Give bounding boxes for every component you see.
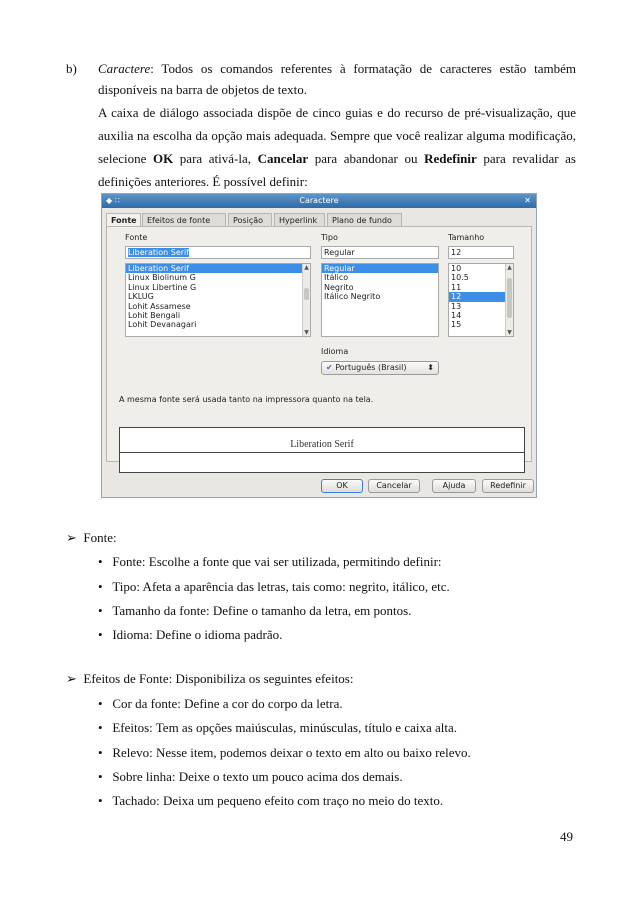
style-label: Tipo — [321, 233, 338, 242]
bullet-text: Tipo: Afeta a aparência das letras, tais como: negrito, itálico, etc. — [112, 579, 450, 594]
list-item[interactable]: 12 — [449, 292, 513, 301]
list-item[interactable]: Liberation Serif — [126, 264, 310, 273]
font-list[interactable] — [125, 263, 311, 337]
scroll-thumb[interactable] — [304, 288, 309, 300]
list-item[interactable]: Linux Biolinum G — [128, 273, 196, 283]
arrow-bullet-icon: ➢ — [66, 671, 77, 686]
list-item: • Tipo: Afeta a aparência das letras, tais como: negrito, itálico, etc. — [98, 579, 450, 594]
intro-line-6: definições anteriores. É possível definir: — [98, 174, 308, 189]
scroll-down-icon[interactable]: ▼ — [304, 329, 309, 336]
list-item[interactable]: Linux Libertine G — [128, 282, 197, 292]
intro-line-1-text: : Todos os comandos referentes à formatação de caracteres estão também — [150, 61, 576, 76]
list-item: • Relevo: Nesse item, podemos deixar o texto em alto ou baixo relevo. — [98, 745, 471, 760]
scroll-thumb[interactable] — [507, 278, 512, 318]
intro-line-5 — [98, 151, 576, 167]
scroll-up-icon[interactable]: ▲ — [304, 264, 309, 271]
section-efeitos — [66, 671, 353, 687]
size-label: Tamanho — [448, 233, 485, 242]
chevron-updown-icon: ⬍ — [427, 363, 434, 372]
bullet-text: Efeitos: Tem as opções maiúsculas, minúsculas, título e caixa alta. — [112, 720, 458, 735]
list-item: • Tachado: Deixa um pequeno efeito com traço no meio do texto. — [98, 793, 444, 808]
page-number: 49 — [560, 829, 573, 844]
t: para revalidar as — [476, 151, 576, 166]
scroll-up-icon[interactable]: ▲ — [507, 264, 512, 271]
tab-hyperlink[interactable]: Hyperlink — [274, 213, 325, 226]
bullet-text: Tachado: Deixa um pequeno efeito com traço no meio do texto. — [112, 793, 444, 808]
tab-fonte[interactable]: Fonte — [106, 213, 141, 227]
item-label: b) — [66, 61, 77, 76]
list-item[interactable]: 10.5 — [451, 273, 469, 283]
t: selecione — [98, 151, 153, 166]
list-item: • Idioma: Define o idioma padrão. — [98, 627, 283, 642]
size-list-scrollbar[interactable] — [505, 264, 513, 336]
language-label: Idioma — [321, 347, 349, 356]
scroll-down-icon[interactable]: ▼ — [507, 329, 512, 336]
bullet-text: Relevo: Nesse item, podemos deixar o texto em alto ou baixo relevo. — [112, 745, 471, 760]
font-list-scrollbar[interactable] — [302, 264, 310, 336]
list-item[interactable]: 15 — [451, 320, 462, 330]
spellcheck-icon: ✔ — [326, 363, 333, 372]
list-item: • Sobre linha: Deixe o texto um pouco acima dos demais. — [98, 769, 403, 784]
dialog-titlebar — [102, 194, 536, 208]
list-item[interactable]: Lohit Devanagari — [128, 320, 197, 330]
list-item[interactable]: Itálico Negrito — [324, 292, 381, 302]
list-item[interactable]: Itálico — [324, 273, 349, 283]
section-fonte — [66, 530, 117, 546]
style-list[interactable] — [321, 263, 439, 337]
bullet-text: Idioma: Define o idioma padrão. — [112, 627, 283, 642]
list-item: • Efeitos: Tem as opções maiúsculas, minúsculas, título e caixa alta. — [98, 720, 458, 735]
list-item[interactable]: Lohit Bengali — [128, 310, 181, 320]
list-item[interactable]: LKLUG — [128, 292, 154, 302]
style-input[interactable]: Regular — [321, 246, 439, 259]
help-button[interactable]: Ajuda — [432, 479, 476, 493]
font-label: Fonte — [125, 233, 148, 242]
term-caractere: Caractere — [98, 61, 151, 76]
list-item[interactable]: 10 — [451, 264, 462, 273]
arrow-bullet-icon: ➢ — [66, 530, 77, 545]
list-item[interactable]: 14 — [451, 310, 462, 320]
bullet-text: Fonte: Escolhe a fonte que vai ser utilizada, permitindo definir: — [112, 554, 442, 569]
list-item[interactable]: 11 — [451, 282, 462, 292]
size-input[interactable]: 12 — [448, 246, 514, 259]
reset-term: Redefinir — [424, 151, 477, 166]
tab-efeitos-de-fonte[interactable]: Efeitos de fonte — [142, 213, 226, 226]
t: para ativá-la, — [173, 151, 258, 166]
ok-button[interactable]: OK — [321, 479, 363, 493]
list-item[interactable]: Regular — [322, 264, 438, 273]
list-item: • Fonte: Escolhe a fonte que vai ser utilizada, permitindo definir: — [98, 554, 442, 569]
cancel-term: Cancelar — [257, 151, 309, 166]
tab-posicao[interactable]: Posição — [228, 213, 272, 226]
character-dialog — [101, 193, 537, 498]
bullet-text: Sobre linha: Deixe o texto um pouco acima dos demais. — [112, 769, 403, 784]
cancel-button[interactable]: Cancelar — [368, 479, 420, 493]
font-name-value: Liberation Serif — [128, 248, 190, 257]
font-tab-panel — [106, 226, 532, 462]
t: para abandonar ou — [308, 151, 425, 166]
list-item[interactable]: 13 — [451, 301, 462, 311]
size-list[interactable] — [448, 263, 514, 337]
reset-button[interactable]: Redefinir — [482, 479, 534, 493]
list-item[interactable]: Negrito — [324, 282, 354, 292]
dialog-title: Caractere — [299, 196, 339, 205]
close-icon[interactable]: ✕ — [524, 196, 531, 205]
info-text: A mesma fonte será usada tanto na impressora quanto na tela. — [119, 395, 374, 404]
font-name-input[interactable] — [125, 246, 311, 259]
intro-line-3: A caixa de diálogo associada dispõe de cinco guias e do recurso de pré-visualização, que — [98, 105, 576, 120]
language-value: Português (Brasil) — [335, 363, 407, 372]
section-heading: Efeitos de Fonte: Disponibiliza os seguintes efeitos: — [83, 671, 354, 686]
ok-term: OK — [152, 151, 174, 166]
bullet-text: Cor da fonte: Define a cor do corpo da letra. — [112, 696, 343, 711]
language-select[interactable] — [321, 361, 439, 375]
list-item: • Tamanho da fonte: Define o tamanho da letra, em pontos. — [98, 603, 412, 618]
tab-plano-de-fundo[interactable]: Plano de fundo — [327, 213, 402, 226]
list-item: • Cor da fonte: Define a cor do corpo da letra. — [98, 696, 343, 711]
bullet-text: Tamanho da fonte: Define o tamanho da letra, em pontos. — [112, 603, 412, 618]
intro-line-4: auxilia na escolha da opção mais adequada. Sempre que você realizar alguma modificação, — [98, 128, 576, 143]
intro-line-1 — [98, 61, 576, 77]
section-heading: Fonte: — [83, 530, 117, 545]
preview-box — [119, 427, 525, 473]
list-item[interactable]: Lohit Assamese — [128, 301, 191, 311]
intro-line-2: disponíveis na barra de objetos de texto. — [98, 82, 308, 97]
window-menu-icon[interactable]: ◆ ∷ — [106, 196, 120, 205]
preview-baseline — [120, 452, 524, 453]
preview-text: Liberation Serif — [290, 439, 354, 450]
